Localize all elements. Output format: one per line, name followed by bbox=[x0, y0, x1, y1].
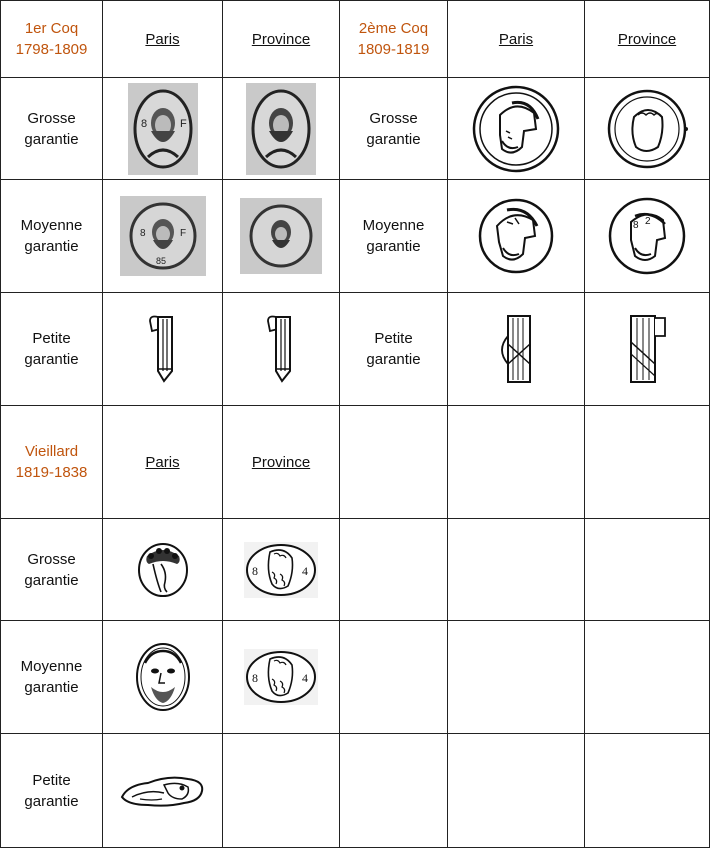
helmeted-head-round-stamp-icon bbox=[607, 196, 687, 276]
hallmark-cell bbox=[223, 78, 340, 180]
column-header-paris bbox=[103, 1, 223, 78]
period-years: 1809-1819 bbox=[357, 41, 430, 58]
hallmark-cell bbox=[448, 293, 585, 406]
hallmark-cell bbox=[223, 621, 340, 734]
empty-cell bbox=[340, 519, 448, 621]
row-label-line: Petite bbox=[32, 330, 71, 347]
period-years: 1798-1809 bbox=[15, 41, 88, 58]
column-label: Province bbox=[251, 30, 311, 48]
table-row-vieillard-petite bbox=[1, 734, 710, 848]
row-label-line: Moyenne bbox=[20, 658, 83, 675]
row-label bbox=[1, 621, 103, 734]
row-label-line: Moyenne bbox=[20, 217, 83, 234]
row-label-line: garantie bbox=[24, 351, 79, 368]
fasces-axe-stamp-icon bbox=[627, 314, 667, 384]
empty-cell bbox=[448, 519, 585, 621]
header-row-vieillard bbox=[1, 406, 710, 519]
row-label-line: Moyenne bbox=[362, 217, 425, 234]
row-label bbox=[1, 78, 103, 180]
empty-cell bbox=[340, 406, 448, 519]
row-label-line: Petite bbox=[32, 771, 71, 789]
hallmark-cell bbox=[103, 519, 223, 621]
svg-text:8: 8 bbox=[633, 220, 639, 231]
period-header-2eme-coq bbox=[340, 1, 448, 78]
column-header-paris bbox=[448, 1, 585, 78]
column-label: Paris bbox=[145, 453, 180, 471]
svg-text:85: 85 bbox=[155, 256, 166, 266]
old-man-head-oval-stamp-icon bbox=[244, 542, 318, 598]
hallmark-cell bbox=[448, 180, 585, 293]
row-label-line: Grosse bbox=[27, 109, 76, 127]
svg-text:4: 4 bbox=[302, 671, 308, 685]
hallmark-cell bbox=[223, 293, 340, 406]
hallmark-cell bbox=[103, 78, 223, 180]
hallmark-cell bbox=[585, 293, 710, 406]
fasces-axe-stamp-icon bbox=[148, 315, 178, 383]
svg-text:8: 8 bbox=[252, 671, 258, 685]
column-header-province bbox=[223, 406, 340, 519]
helmeted-head-round-stamp-icon bbox=[477, 196, 555, 276]
row-label-line: garantie bbox=[24, 571, 79, 589]
svg-text:F: F bbox=[179, 117, 187, 130]
hallmark-cell bbox=[585, 180, 710, 293]
hallmark-cell bbox=[448, 78, 585, 180]
curly-head-round-stamp-icon bbox=[604, 89, 690, 169]
hallmark-cell bbox=[103, 734, 223, 848]
profile-head-irregular-stamp-icon bbox=[118, 771, 208, 811]
row-label-line: garantie bbox=[24, 130, 79, 148]
row-label-line: Grosse bbox=[369, 109, 418, 127]
column-header-province bbox=[585, 1, 710, 78]
column-label: Province bbox=[617, 30, 677, 48]
row-label-line: garantie bbox=[366, 351, 421, 368]
svg-text:8: 8 bbox=[139, 228, 146, 239]
column-label: Paris bbox=[145, 30, 180, 48]
hallmark-cell bbox=[585, 78, 710, 180]
empty-cell bbox=[585, 734, 710, 848]
table-row-grosse bbox=[1, 78, 710, 180]
row-label-line: garantie bbox=[24, 238, 79, 255]
row-label bbox=[1, 734, 103, 848]
table-row-vieillard-grosse bbox=[1, 519, 710, 621]
row-label bbox=[340, 180, 448, 293]
old-man-face-oval-stamp-icon bbox=[135, 641, 191, 713]
row-label-line: garantie bbox=[24, 679, 79, 696]
period-name: 2ème Coq bbox=[358, 20, 429, 37]
row-label bbox=[340, 293, 448, 406]
table-row-moyenne bbox=[1, 180, 710, 293]
table-row-petite bbox=[1, 293, 710, 406]
empty-cell bbox=[448, 621, 585, 734]
empty-cell bbox=[340, 734, 448, 848]
hallmark-cell bbox=[103, 180, 223, 293]
svg-text:8: 8 bbox=[140, 117, 147, 130]
bearded-head-oval-stamp-icon bbox=[128, 83, 198, 175]
row-label bbox=[1, 519, 103, 621]
period-name: Vieillard bbox=[24, 443, 79, 460]
period-name: 1er Coq bbox=[24, 20, 79, 37]
empty-cell bbox=[585, 406, 710, 519]
table-row-vieillard-moyenne bbox=[1, 621, 710, 734]
laurel-head-round-stamp-icon bbox=[137, 542, 189, 598]
hallmark-cell bbox=[223, 180, 340, 293]
empty-cell bbox=[448, 734, 585, 848]
hallmark-cell bbox=[103, 621, 223, 734]
column-label: Province bbox=[251, 453, 311, 471]
svg-text:8: 8 bbox=[252, 563, 258, 578]
column-label: Paris bbox=[498, 30, 534, 48]
empty-cell bbox=[585, 621, 710, 734]
row-label-line: garantie bbox=[24, 792, 79, 810]
svg-text:2: 2 bbox=[645, 216, 651, 227]
row-label bbox=[1, 293, 103, 406]
column-header-province bbox=[223, 1, 340, 78]
header-row-coq bbox=[1, 1, 710, 78]
bearded-head-oval-stamp-icon bbox=[246, 83, 316, 175]
period-years: 1819-1838 bbox=[15, 464, 88, 481]
row-label bbox=[340, 78, 448, 180]
old-man-head-oval-stamp-icon bbox=[244, 649, 318, 705]
fasces-axe-stamp-icon bbox=[496, 314, 536, 384]
bearded-head-round-stamp-icon bbox=[240, 198, 322, 274]
row-label-line: Grosse bbox=[27, 550, 76, 568]
hallmark-cell bbox=[223, 519, 340, 621]
empty-cell bbox=[223, 734, 340, 848]
empty-cell bbox=[448, 406, 585, 519]
empty-cell bbox=[340, 621, 448, 734]
helmeted-head-round-stamp-icon bbox=[472, 85, 560, 173]
column-header-paris bbox=[103, 406, 223, 519]
svg-text:4: 4 bbox=[302, 563, 308, 578]
hallmark-cell bbox=[103, 293, 223, 406]
row-label-line: garantie bbox=[366, 130, 421, 148]
fasces-axe-stamp-icon bbox=[266, 315, 296, 383]
bearded-head-round-stamp-icon bbox=[120, 196, 206, 276]
period-header-vieillard bbox=[1, 406, 103, 519]
empty-cell bbox=[585, 519, 710, 621]
row-label-line: Petite bbox=[374, 330, 413, 347]
row-label-line: garantie bbox=[366, 238, 421, 255]
period-header-1er-coq bbox=[1, 1, 103, 78]
row-label bbox=[1, 180, 103, 293]
svg-text:F: F bbox=[179, 228, 186, 239]
